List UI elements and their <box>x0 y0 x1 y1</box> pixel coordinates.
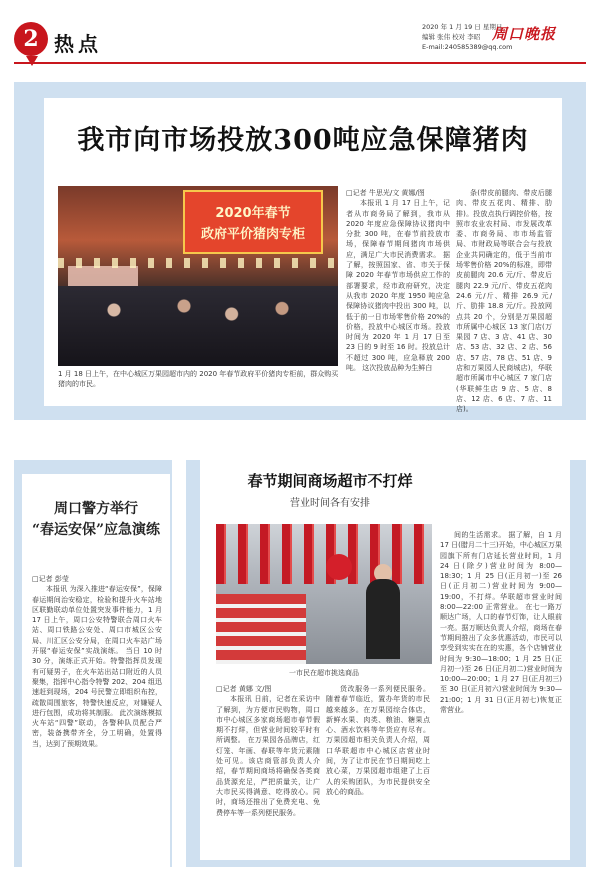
police-drill-headline-1: 周口警方举行 <box>54 501 138 517</box>
supermarket-column-1 <box>216 684 320 854</box>
masthead-email: E-mail:240585389@qq.com <box>422 43 513 51</box>
section-title: 热点 <box>54 32 102 56</box>
police-drill-headline-2: “春运安保”应急演练 <box>31 522 161 538</box>
photo-lantern <box>326 554 352 580</box>
supermarket-subheadline: 营业时间各有安排 <box>290 498 370 509</box>
supermarket-body-2: 货改服务一系列便民服务。 随着春节临近，置办年货的市民越来越多。在万果园综合体店，新鲜水果、肉类、粮油、糖果点心、酒水饮料等年货应有尽有。万果园超市相关负责人介绍，周口华联超市中心城区店营业时间，为了让市民在节日期间吃上放心菜，万果园超市组建了上百人的采购团队，为市民提供安全放心的商品。 <box>326 685 430 796</box>
masthead-date: 2020 年 1 月 19 日 星期日 <box>422 23 503 31</box>
pork-article-column-1 <box>346 188 450 388</box>
photo-banner-line2: 政府平价猪肉专柜 <box>200 227 305 242</box>
supermarket-body-1: 本报讯 日前，记者在采访中了解到，为方便市民购物，周口市中心城区多家商场超市春节假期不打烊，但营业时间较平时有所调整。 在万果园各品牌店，红灯笼、年画、春联等年货元素随处可见。该店商管部负责人介绍，春节期间商场将确保各类商品货源充足，严把质量关，让广大市民买得满意、吃得放心。同时，商场还推出了免费充电、免费停车等一系列便民服务。 <box>216 695 320 817</box>
page-number-badge: 2 <box>14 22 48 56</box>
pork-photo-caption: 1 月 18 日上午，在中心城区万果园超市内的 2020 年春节政府平价猪肉专柜前，群众购买猪肉的市民。 <box>58 370 339 388</box>
pork-article-body-1: 本报讯 1 月 17 日上午，记者从市商务局了解到，我市从 2020 年度应急保障协议猪肉中分批 300 吨，在春节前投放市场，保障春节期间猪肉市场供应，满足广大市民消费需求。 据了解，按照国家、省、市关于保障 2020 年春节市场供应工作的部署要求，经市政府研究，决定从我市 2020 年度 1950 吨应急保障协议猪肉中投出 300 吨，以低于前一日市场零售价格 20%的价格，投放中心城区市场。投放时间为 2020 年 1 月 17 日至 23 日的 9 时至 16 时。投放总计不超过 300 吨，应急释放 200 吨。 这次投放品种为生鲜白 <box>346 199 450 373</box>
supermarket-column-2 <box>326 684 430 854</box>
pork-article-body-2: 条(带皮前腿肉、带皮后腿肉、带皮五花肉、精排、肋排)。投放点执行调控价格，按照市农业农村局、市发展改革委、市商务局、市市场监管局、市财政局等联合会与投放企业共同确定的，低于当前市场零售价格 20%的标准，即带皮前腿肉 20.6 元/斤、带皮后腿肉 22.9 元/斤、带皮五花肉 24.6 元/斤、精排 26.9 元/斤、肋排 18.8 元/斤。投放网点共 20 个，分别是万果园超市所属中心城区 13 家门店(万果园 7 店、3 店、41 店、30 店、53 店、32 店、2 店、56 店、57 店、78 店、51 店、9 店和万果园人民商城店)，华联超市所属市中心城区 7 家门店(华联鲜生店 9 店、5 店、8 店、12 店、6 店、7 店、11 店)。 <box>456 189 552 414</box>
masthead-editor: 编辑 张伟 校对 李昭 <box>422 33 481 41</box>
pork-supply-article <box>44 98 562 414</box>
supermarket-photo <box>216 524 432 664</box>
photo-red-decorations <box>216 524 432 584</box>
photo-shopper <box>366 579 400 659</box>
pork-counter-photo <box>58 186 338 366</box>
photo-banner <box>183 190 323 254</box>
supermarket-headline: 春节期间商场超市不打烊 <box>247 472 413 490</box>
supermarket-photo-caption: 一市民在超市挑选商品 <box>289 669 359 677</box>
masthead <box>0 0 600 70</box>
newspaper-logo: 周口晚报 <box>492 25 557 43</box>
photo-shelf <box>216 594 306 664</box>
photo-banner-line1: 2020年春节 <box>215 206 291 221</box>
photo-crowd <box>58 286 338 366</box>
supermarket-byline: □记者 黄娜 文/图 <box>216 685 272 693</box>
pork-article-headline: 我市向市场投放300吨应急保障猪肉 <box>77 125 529 156</box>
masthead-divider <box>14 62 586 64</box>
supermarket-article <box>200 460 570 860</box>
pork-article-byline: □记者 牛思光/文 黄娜/图 <box>346 189 425 197</box>
police-drill-column <box>32 574 162 864</box>
police-drill-byline: □记者 彭莹 <box>32 575 69 583</box>
photo-ceiling-lights <box>58 258 338 268</box>
police-drill-article <box>22 474 170 874</box>
supermarket-column-3 <box>440 530 562 852</box>
police-drill-body: 本报讯 为深入推进“春运安保”，保障春运期间治安稳定，检验和提升火车站地区联勤联动单位处置突发事件能力，1 月 17 日上午，周口公安特警联合周口火车站、周口铁路公安处、周口市城区公安局、川汇区公安分局，在周口火车站广场开展“春运安保”实战演练。 当日 10 时 30 分，演练正式开始。特警指挥员发现有可疑男子，在火车站出站口附近的人员聚集，指挥中心指令特警 202、204 组迅速赶到现场，204 号民警立即组织布控，疏散周围旅客，特警快速反应，对嫌疑人进行包围，成功将其制服。 此次演练模拟火车站“四警”联动，各警种队员配合严密，装备携带齐全，分工明确，处置得当，达到了预期效果。 <box>32 585 162 748</box>
pork-article-column-2 <box>456 188 552 414</box>
supermarket-body-3: 间的生活需求。 据了解，自 1 月 17 日(腊月二十三)开始，中心城区万果园旗下所有门店延长营业时间，1 月 24 日(除夕)营业时间为 8:00—18:30；1 月 25 日(正月初一)至 26 日(正月初二)营业时间为 9:00—19:00，不打烊。华联超市营业时间 8:00—22:00 正常营业。 在七一路万顺达广场，人口的春节灯饰，让人眼前一亮。据万顺达负责人介绍，商场在春节期间推出了众多优惠活动，市民可以享受到实实在在的实惠，各个店铺营业时间为 9:30—18:00；1 月 25 日(正月初一)至 26 日(正月初二)营业时间为 10:00—20:00；1 月 27 日(正月初三)至 30 日(正月初六)营业时间为 9:30—21:00；1 月 31 日(正月初七)恢复正常营业。 <box>440 531 562 715</box>
